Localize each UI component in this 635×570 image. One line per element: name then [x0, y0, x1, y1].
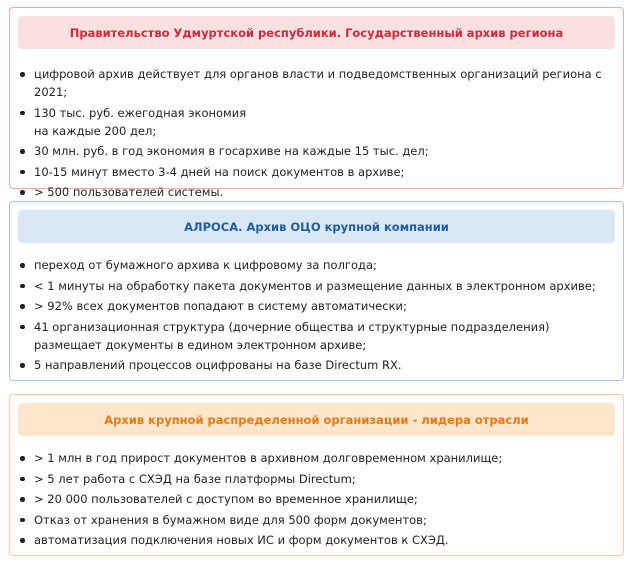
bullet-icon	[20, 325, 25, 330]
case-card-udmurt	[9, 7, 624, 199]
bullet-icon	[20, 190, 25, 195]
list-item	[10, 163, 615, 181]
list-item-text: > 20 000 пользователей с доступом во временное хранилище;	[34, 492, 418, 506]
bullet-icon	[20, 72, 25, 77]
case-card-title: Архив крупной распределенной организации - лидера отрасли	[18, 403, 615, 436]
bullet-icon	[20, 518, 25, 523]
list-item-text: Отказ от хранения в бумажном виде для 500 форм документов;	[34, 512, 427, 527]
list-item	[10, 65, 615, 101]
list-item-text: < 1 минуты на обработку пакета документов и размещение данных в электронном архиве;	[34, 278, 596, 293]
list-item	[10, 318, 615, 354]
list-item	[10, 256, 615, 274]
case-card-list	[10, 256, 623, 374]
list-item-text: 10-15 минут вместо 3-4 дней на поиск документов в архиве;	[34, 164, 405, 179]
list-item-text: цифровой архив действует для органов власти и подведомственных организаций региона с 2021;	[34, 67, 602, 99]
bullet-icon	[20, 363, 25, 368]
list-item-text: 130 тыс. руб. ежегодная экономия на каждые 200 дел;	[34, 105, 247, 138]
list-item-text: автоматизация подключения новых ИС и форм документов к СХЭД.	[34, 533, 449, 547]
bullet-icon	[20, 304, 25, 309]
case-card-alrosa	[9, 201, 624, 381]
case-card-list	[10, 65, 623, 201]
list-item-text: 5 направлений процессов оцифрованы на базе Directum RX.	[34, 358, 402, 372]
list-item	[10, 470, 615, 488]
bullet-icon	[20, 497, 25, 502]
case-card-list	[10, 449, 623, 549]
case-card-title: АЛРОСА. Архив ОЦО крупной компании	[18, 210, 615, 243]
case-card-industry-leader	[9, 394, 624, 556]
bullet-icon	[20, 170, 25, 175]
list-item	[10, 356, 615, 374]
list-item-text: > 1 млн в год прирост документов в архивном долговременном хранилище;	[34, 451, 503, 465]
list-item	[10, 511, 615, 529]
list-item	[10, 142, 615, 160]
list-item	[10, 449, 615, 467]
bullet-icon	[20, 538, 25, 543]
bullet-icon	[20, 149, 25, 154]
list-item	[10, 531, 615, 549]
list-item-text: > 92% всех документов попадают в систему автоматически;	[34, 299, 407, 313]
list-item	[10, 490, 615, 508]
bullet-icon	[20, 284, 25, 289]
list-item	[10, 297, 615, 315]
bullet-icon	[20, 477, 25, 482]
bullet-icon	[20, 111, 25, 116]
list-item-text: 41 организационная структура (дочерние общества и структурные подразделения) размещает документы в едином электронном архиве;	[34, 319, 550, 352]
bullet-icon	[20, 263, 25, 268]
list-item-text: 30 млн. руб. в год экономия в госархиве на каждые 15 тыс. дел;	[34, 144, 429, 158]
list-item	[10, 277, 615, 295]
list-item-text: > 5 лет работа с СХЭД на базе платформы Directum;	[34, 471, 356, 486]
case-card-title: Правительство Удмуртской республики. Государственный архив региона	[18, 16, 615, 49]
list-item	[10, 183, 615, 201]
list-item	[10, 104, 615, 140]
list-item-text: > 500 пользователей системы.	[34, 185, 224, 199]
list-item-text: переход от бумажного архива к цифровому за полгода;	[34, 258, 377, 272]
bullet-icon	[20, 456, 25, 461]
